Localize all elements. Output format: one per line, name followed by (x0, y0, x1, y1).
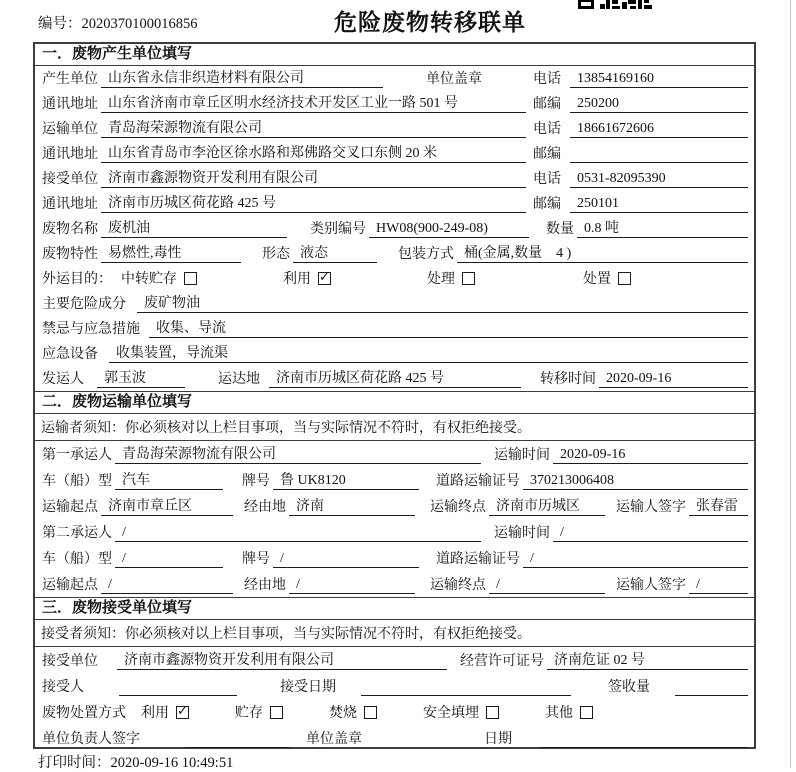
carrier2-license-value: / (523, 551, 748, 568)
disposal-incineration-checkbox (364, 706, 377, 719)
plate-label: 牌号 (242, 474, 270, 489)
packaging-label: 包装方式 (398, 247, 454, 262)
disposal-option-landfill (423, 702, 499, 722)
row-consignor (35, 366, 754, 391)
destination-value: 济南市历城区荷花路 425 号 (269, 367, 521, 388)
transporter-label: 运输单位 (42, 122, 98, 137)
row-carrier2-route (35, 571, 754, 597)
permit-label: 经营许可证号 (460, 654, 544, 669)
purpose-option-disposal (583, 268, 631, 288)
consignor-value: 郭玉波 (97, 367, 185, 388)
receive-date-value (361, 679, 571, 696)
zip-label: 邮编 (533, 97, 561, 112)
transfer-time-value: 2020-09-16 (599, 371, 748, 388)
row-carrier1-vehicle (35, 467, 754, 493)
serial-label: 编号： (38, 16, 82, 32)
row-recipient (35, 673, 754, 699)
equipment-value: 收集装置，导流渠 (109, 342, 748, 363)
row-transporter-address (35, 141, 754, 166)
end-label: 运输终点 (430, 500, 486, 515)
carrier2-vehicle-value: / (115, 551, 223, 568)
precaution-value: 收集、导流 (149, 317, 748, 338)
destination-label: 运达地 (218, 372, 260, 387)
category-value: HW08(900-249-08) (369, 221, 529, 238)
row-waste-name (35, 216, 754, 241)
producer-zip-group (532, 93, 748, 113)
hazard-label: 主要危险成分 (42, 297, 126, 312)
row-emergency-equipment (35, 341, 754, 366)
category-label: 类别编号 (310, 222, 366, 237)
transporter-phone-value: 18661672606 (570, 121, 748, 138)
row-carrier2-vehicle (35, 545, 754, 571)
print-time-value: 2020-09-16 10:49:51 (110, 755, 234, 771)
purpose-option-treatment-label: 处理 (427, 272, 455, 287)
date-value (541, 731, 748, 748)
transporter-zip-group (532, 143, 748, 163)
accepting-unit-value: 济南市鑫源物资开发利用有限公司 (117, 649, 447, 670)
recipient-value (119, 679, 237, 696)
row-accepting-unit (35, 647, 754, 673)
purpose-option-storage-label: 中转贮存 (121, 272, 177, 287)
row-carrier1 (35, 441, 754, 467)
accepting-unit-label: 接受单位 (42, 654, 98, 669)
date-label: 日期 (484, 732, 512, 747)
producer-label: 产生单位 (42, 72, 98, 87)
qr-code-fragment (578, 0, 652, 10)
receive-date-label: 接受日期 (280, 680, 336, 695)
carrier2-label: 第二承运人 (42, 526, 112, 541)
waste-name-label: 废物名称 (42, 222, 98, 237)
producer-address-value: 山东省济南市章丘区明水经济技术开发区工业一路 501 号 (101, 92, 526, 113)
permit-value: 济南危证 02 号 (547, 649, 748, 670)
received-qty-value (675, 679, 748, 696)
print-timestamp (38, 751, 233, 772)
quantity-label: 数量 (546, 222, 574, 237)
characteristics-value: 易燃性,毒性 (101, 242, 241, 263)
row-waste-characteristics (35, 241, 754, 266)
disposal-option-reuse (141, 702, 189, 722)
row-responsible-signature (35, 725, 754, 751)
row-transporter (35, 116, 754, 141)
road-license-label: 道路运输证号 (436, 552, 520, 567)
equipment-label: 应急设备 (42, 347, 98, 362)
carrier1-label: 第一承运人 (42, 448, 112, 463)
carrier2-value: / (115, 525, 481, 542)
zip-label: 邮编 (533, 197, 561, 212)
purpose-treatment-checkbox (462, 272, 475, 285)
section2-notice: 运输者须知：你必须核对以上栏目事项，当与实际情况不符时，有权拒绝接受。 (35, 414, 754, 441)
carrier1-license-value: 370213006408 (523, 473, 748, 490)
consignor-label: 发运人 (42, 372, 84, 387)
producer-phone-group (532, 68, 748, 88)
purpose-option-disposal-label: 处置 (583, 272, 611, 287)
transporter-zip-value (570, 146, 748, 163)
vehicle-type-label: 车（船）型 (42, 552, 112, 567)
receiver-phone-group (532, 168, 748, 188)
row-transfer-purpose (35, 266, 754, 291)
via-label: 经由地 (244, 500, 286, 515)
packaging-value: 桶(金属,数量 4 ) (457, 242, 748, 263)
purpose-reuse-checkbox (318, 272, 331, 285)
unit-seal-label: 单位盖章 (426, 72, 482, 87)
carrier1-vehicle-value: 汽车 (115, 469, 223, 490)
transport-time-label: 运输时间 (494, 448, 550, 463)
receiver-phone-value: 0531-82095390 (570, 171, 748, 188)
carrier2-via-value: / (289, 577, 415, 594)
section3-header: 三．废物接受单位填写 (35, 597, 754, 620)
disposal-option-incineration (329, 702, 377, 722)
disposal-option-incineration-label: 焚烧 (329, 706, 357, 721)
page-edge-line (790, 0, 791, 768)
unit-seal-label: 单位盖章 (306, 732, 362, 747)
origin-label: 运输起点 (42, 578, 98, 593)
purpose-label: 外运目的： (42, 272, 112, 287)
waste-name-value: 废机油 (101, 217, 287, 238)
precaution-label: 禁忌与应急措施 (42, 322, 140, 337)
carrier2-sign-value: / (689, 577, 748, 594)
carrier2-plate-value: / (273, 551, 419, 568)
disposal-option-storage (235, 702, 283, 722)
producer-phone-value: 13854169160 (570, 71, 748, 88)
hazard-value: 废矿物油 (137, 292, 748, 313)
row-precautions (35, 316, 754, 341)
end-label: 运输终点 (430, 578, 486, 593)
characteristics-label: 废物特性 (42, 247, 98, 262)
phone-label: 电话 (533, 172, 561, 187)
carrier1-value: 青岛海荣源物流有限公司 (115, 443, 481, 464)
carrier1-via-value: 济南 (289, 495, 415, 516)
carrier1-origin-value: 济南市章丘区 (101, 495, 233, 516)
purpose-option-storage (121, 268, 197, 288)
disposal-storage-checkbox (270, 706, 283, 719)
receiver-address-value: 济南市历城区荷花路 425 号 (101, 192, 526, 213)
row-disposal-method (35, 699, 754, 725)
manifest-form-table (33, 42, 756, 749)
disposal-option-other (545, 702, 593, 722)
receiver-zip-value: 250101 (570, 196, 748, 213)
form-value: 液态 (293, 242, 377, 263)
quantity-value: 0.8 吨 (577, 217, 748, 238)
purpose-option-reuse (283, 268, 331, 288)
disposal-option-reuse-label: 利用 (141, 706, 169, 721)
transporter-address-value: 山东省青岛市李沧区徐水路和郑佛路交叉口东侧 20 米 (101, 142, 526, 163)
recipient-label: 接受人 (42, 680, 84, 695)
transporter-value: 青岛海荣源物流有限公司 (101, 117, 526, 138)
disposal-option-landfill-label: 安全填埋 (423, 706, 479, 721)
purpose-option-treatment (427, 268, 475, 288)
road-license-label: 道路运输证号 (436, 474, 520, 489)
carrier2-origin-value: / (101, 577, 233, 594)
disposal-other-checkbox (580, 706, 593, 719)
form-label: 形态 (262, 247, 290, 262)
carrier1-plate-value: 鲁 UK8120 (273, 469, 419, 490)
page-title: 危险废物转移联单 (334, 10, 526, 35)
transporter-sign-label: 运输人签字 (616, 578, 686, 593)
document-header (0, 0, 796, 42)
carrier1-sign-value: 张春雷 (689, 495, 748, 516)
carrier2-time-value: / (553, 525, 748, 542)
section1-header: 一．废物产生单位填写 (35, 44, 754, 66)
producer-zip-value: 250200 (570, 96, 748, 113)
received-qty-label: 签收量 (608, 680, 650, 695)
row-carrier2 (35, 519, 754, 545)
address-label: 通讯地址 (42, 147, 98, 162)
producer-value: 山东省永信非织造材料有限公司 (101, 67, 383, 88)
transporter-phone-group (532, 118, 748, 138)
phone-label: 电话 (533, 72, 561, 87)
row-receiver (35, 166, 754, 191)
carrier2-end-value: / (489, 577, 605, 594)
carrier1-time-value: 2020-09-16 (553, 447, 748, 464)
purpose-option-reuse-label: 利用 (283, 272, 311, 287)
row-hazard-components (35, 291, 754, 316)
receiver-zip-group (532, 193, 748, 213)
receiver-value: 济南市鑫源物资开发利用有限公司 (101, 167, 526, 188)
row-receiver-address (35, 191, 754, 216)
print-time-label: 打印时间： (38, 755, 111, 771)
transport-time-label: 运输时间 (494, 526, 550, 541)
disposal-landfill-checkbox (486, 706, 499, 719)
address-label: 通讯地址 (42, 197, 98, 212)
disposal-option-storage-label: 贮存 (235, 706, 263, 721)
purpose-storage-checkbox (184, 272, 197, 285)
origin-label: 运输起点 (42, 500, 98, 515)
disposal-method-label: 废物处置方式 (42, 706, 126, 721)
zip-label: 邮编 (533, 147, 561, 162)
row-producer-address (35, 91, 754, 116)
address-label: 通讯地址 (42, 97, 98, 112)
plate-label: 牌号 (242, 552, 270, 567)
via-label: 经由地 (244, 578, 286, 593)
vehicle-type-label: 车（船）型 (42, 474, 112, 489)
phone-label: 电话 (533, 122, 561, 137)
row-producer (35, 66, 754, 91)
section3-notice: 接受者须知：你必须核对以上栏目事项，当与实际情况不符时，有权拒绝接受。 (35, 620, 754, 647)
disposal-option-other-label: 其他 (545, 706, 573, 721)
section2-header: 二．废物运输单位填写 (35, 391, 754, 414)
serial-value: 2020370100016856 (81, 16, 198, 32)
carrier1-end-value: 济南市历城区 (489, 495, 605, 516)
receiver-label: 接受单位 (42, 172, 98, 187)
responsible-sign-value (185, 731, 289, 748)
transfer-time-label: 转移时间 (540, 372, 596, 387)
transporter-sign-label: 运输人签字 (616, 500, 686, 515)
row-carrier1-route (35, 493, 754, 519)
responsible-sign-label: 单位负责人签字 (42, 732, 140, 747)
disposal-reuse-checkbox (176, 706, 189, 719)
purpose-disposal-checkbox (618, 272, 631, 285)
